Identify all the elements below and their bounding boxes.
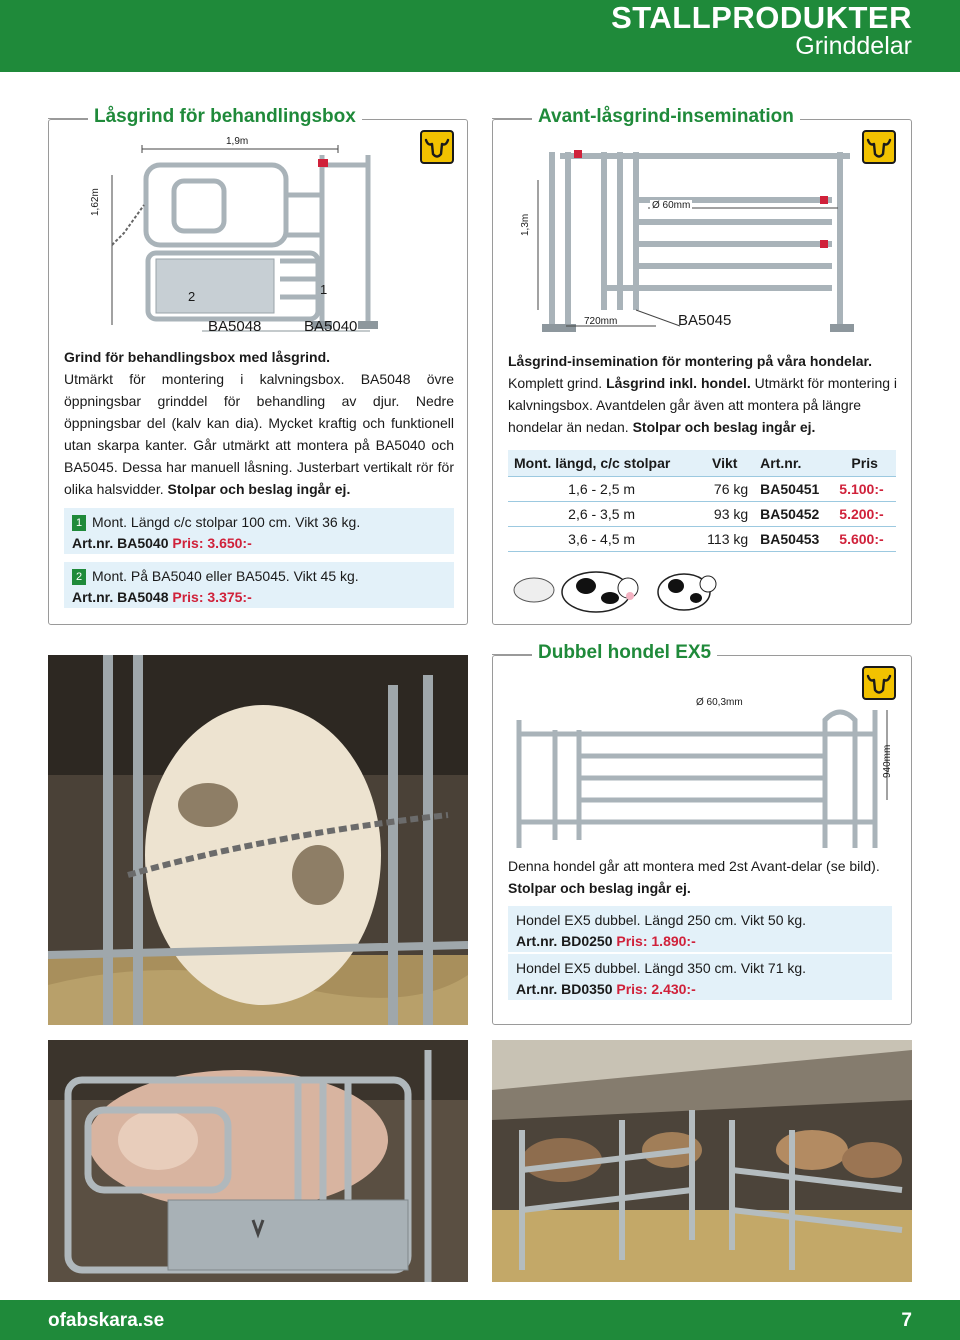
fig-code-ba5048: BA5048 bbox=[208, 318, 262, 335]
cell-price: 5.600:- bbox=[833, 526, 896, 551]
dim-height: 1,62m bbox=[90, 188, 101, 216]
price: Pris: 3.375:- bbox=[172, 589, 252, 605]
header-band bbox=[0, 0, 960, 72]
price: Pris: 2.430:- bbox=[616, 981, 696, 997]
avant-description bbox=[508, 350, 900, 438]
item-text: Hondel EX5 dubbel. Längd 350 cm. Vikt 71 kg. bbox=[516, 960, 807, 976]
item-text: Mont. Längd c/c stolpar 100 cm. Vikt 36 kg. bbox=[92, 514, 361, 530]
item-line bbox=[72, 566, 446, 587]
page-subtitle: Grinddelar bbox=[795, 32, 912, 60]
dim-width: 720mm bbox=[584, 316, 618, 327]
lasgrind-note: Stolpar och beslag ingår ej. bbox=[167, 481, 351, 497]
photo-cow-in-gate bbox=[48, 655, 468, 1025]
cow-illustration bbox=[506, 560, 726, 620]
page-title: STALLPRODUKTER bbox=[611, 0, 912, 35]
avant-desc-bold2: Låsgrind inkl. hondel. bbox=[606, 375, 751, 391]
col-header: Pris bbox=[833, 450, 896, 476]
art-nr: Art.nr. BA5048 bbox=[72, 589, 169, 605]
hondel-description bbox=[508, 855, 888, 899]
cell-weight: 113 kg bbox=[695, 526, 754, 551]
table-row bbox=[508, 526, 896, 551]
col-header: Mont. längd, c/c stolpar bbox=[508, 450, 695, 476]
dim-width: 1,9m bbox=[226, 136, 249, 147]
cell-artnr: BA50451 bbox=[754, 476, 833, 501]
price: Pris: 3.650:- bbox=[172, 535, 252, 551]
cell-length: 1,6 - 2,5 m bbox=[508, 476, 695, 501]
cell-artnr: BA50452 bbox=[754, 501, 833, 526]
cell-length: 2,6 - 3,5 m bbox=[508, 501, 695, 526]
item-text: Mont. På BA5040 eller BA5045. Vikt 45 kg. bbox=[92, 568, 359, 584]
hondel-desc-text: Denna hondel går att montera med 2st Avant-delar (se bild). bbox=[508, 858, 880, 874]
avant-desc-plain2: Utmärkt för montering i kalvningsbox. Avantdelen går även att montera på längre hondelar än nedan. bbox=[508, 375, 898, 435]
cell-artnr: BA50453 bbox=[754, 526, 833, 551]
avant-desc-bold1: Låsgrind-insemination för montering på våra hondelar. bbox=[508, 353, 873, 369]
photo-cow-gate-closeup bbox=[48, 1040, 468, 1282]
lasgrind-description bbox=[64, 368, 454, 500]
panel-hondel-title: Dubbel hondel EX5 bbox=[532, 642, 717, 664]
dim-diameter: Ø 60,3mm bbox=[696, 697, 743, 708]
art-nr: Art.nr. BD0350 bbox=[516, 981, 613, 997]
fig-num-1: 1 bbox=[320, 282, 328, 297]
photo-barn-pens bbox=[492, 1040, 912, 1282]
hondel-note: Stolpar och beslag ingår ej. bbox=[508, 880, 691, 896]
item-text: Hondel EX5 dubbel. Längd 250 cm. Vikt 50 kg. bbox=[516, 912, 807, 928]
info-box-ba5040 bbox=[64, 508, 454, 554]
cell-price: 5.200:- bbox=[833, 501, 896, 526]
info-box-bd0250 bbox=[508, 906, 892, 952]
fig-num-2: 2 bbox=[188, 289, 196, 304]
dim-height: 1,3m bbox=[520, 213, 531, 236]
table-header-row bbox=[508, 450, 896, 476]
table-row bbox=[508, 476, 896, 501]
hondel-figure bbox=[505, 700, 900, 850]
fig-code-ba5045: BA5045 bbox=[678, 312, 732, 329]
col-header: Vikt bbox=[695, 450, 754, 476]
table-row bbox=[508, 501, 896, 526]
item-art bbox=[72, 587, 446, 608]
panel-avant-title: Avant-låsgrind-insemination bbox=[532, 106, 800, 128]
panel-lasgrind-title: Låsgrind för behandlingsbox bbox=[88, 106, 362, 128]
cell-weight: 76 kg bbox=[695, 476, 754, 501]
footer-band bbox=[0, 1300, 960, 1340]
dim-diameter: Ø 60mm bbox=[652, 200, 691, 211]
dim-height: 940mm bbox=[882, 744, 893, 778]
lasgrind-desc-text: Utmärkt för montering i kalvningsbox. BA5048 övre öppningsbar grinddel för behandling av djur. Nedre öppningsbar del (kalv kan dia). Mycket kraftig och funktionell utan skarpa kanter. Går utmärkt att montera på BA5040 och BA5045. Dessa har manuell låsning. Justerbart vertikalt rör för olika halsvidder. bbox=[64, 371, 454, 497]
fig-code-ba5040: BA5040 bbox=[304, 318, 358, 335]
cell-weight: 93 kg bbox=[695, 501, 754, 526]
item-number-1: 1 bbox=[72, 515, 86, 531]
cell-length: 3,6 - 4,5 m bbox=[508, 526, 695, 551]
cow-head-icon bbox=[420, 130, 454, 164]
col-header: Art.nr. bbox=[754, 450, 833, 476]
art-nr: Art.nr. BD0250 bbox=[516, 933, 613, 949]
gate-figure-ba5048 bbox=[90, 135, 400, 340]
item-art bbox=[516, 931, 884, 952]
avant-note: Stolpar och beslag ingår ej. bbox=[632, 419, 816, 435]
avant-desc-plain1: Komplett grind. bbox=[508, 375, 603, 391]
cell-price: 5.100:- bbox=[833, 476, 896, 501]
gate-figure-ba5045 bbox=[520, 140, 860, 340]
info-box-bd0350 bbox=[508, 954, 892, 1000]
page-number: 7 bbox=[901, 1310, 912, 1331]
cow-head-icon bbox=[862, 130, 896, 164]
item-art bbox=[72, 533, 446, 554]
item-line bbox=[72, 512, 446, 533]
item-art bbox=[516, 979, 884, 1000]
cow-head-icon bbox=[862, 666, 896, 700]
price-table bbox=[508, 450, 896, 552]
price: Pris: 1.890:- bbox=[616, 933, 696, 949]
footer-url: ofabskara.se bbox=[48, 1310, 165, 1331]
item-number-2: 2 bbox=[72, 569, 86, 585]
info-box-ba5048 bbox=[64, 562, 454, 608]
art-nr: Art.nr. BA5040 bbox=[72, 535, 169, 551]
lasgrind-lead: Grind för behandlingsbox med låsgrind. bbox=[64, 349, 331, 365]
